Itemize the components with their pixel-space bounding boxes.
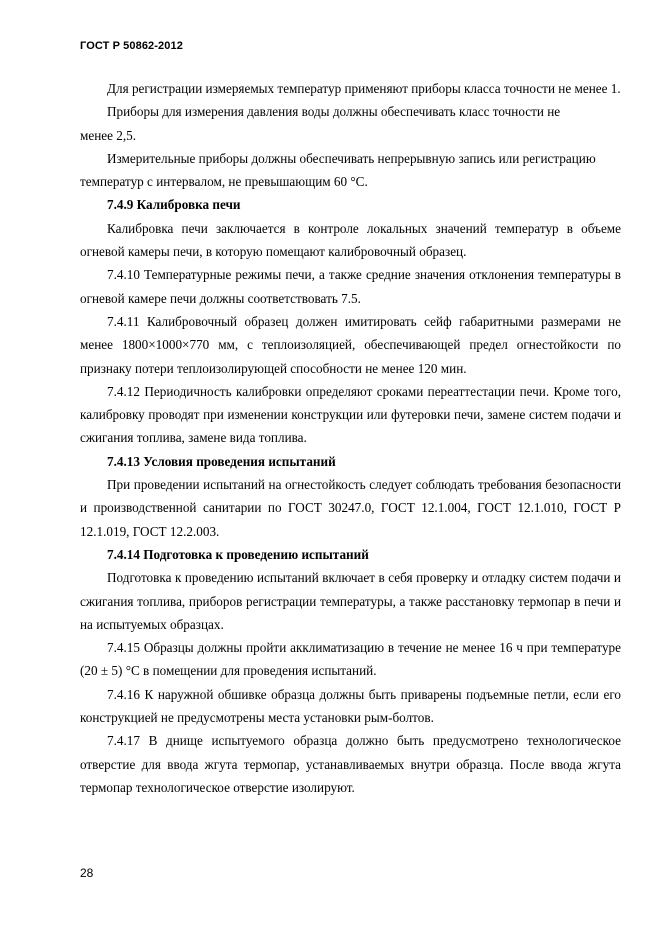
paragraph-recording-instruments: Измерительные приборы должны обеспечивать непрерывную запись или регистрацию температур с интервалом, не превышающим 60 °С. — [80, 150, 596, 190]
paragraph-pressure-class-value: менее 2,5. — [80, 127, 137, 143]
section-heading-7-4-14: 7.4.14 Подготовка к проведению испытаний — [107, 546, 369, 562]
paragraph-instruments-class: Для регистрации измеряемых температур применяют приборы класса точности не менее 1. — [107, 81, 621, 96]
paragraph-pressure-instruments: Приборы для измерения давления воды должны обеспечивать класс точности не — [107, 104, 561, 120]
paragraph-7-4-16: 7.4.16 К наружной обшивке образца должны быть приварены подъемные петли, если его конструкцией не предусмотрены места установки рым-болтов. — [80, 686, 621, 726]
standard-code-header: ГОСТ Р 50862-2012 — [80, 40, 183, 52]
paragraph-calibration: Калибровка печи заключается в контроле локальных значений температур в объеме огневой камеры печи, в которую помещают калибровочный образец. — [80, 220, 621, 260]
paragraph-preparation: Подготовка к проведению испытаний включает в себя проверку и отладку систем подачи и сжигания топлива, приборов регистрации температуры, а также расстановку термопар в печи и на испытуемых образцах. — [80, 570, 621, 632]
document-body — [80, 77, 621, 799]
paragraph-safety-requirements: При проведении испытаний на огнестойкость следует соблюдать требования безопасности и производственной санитарии по ГОСТ 30247.0, ГОСТ 12.1.004, ГОСТ 12.1.010, ГОСТ Р 12.1.019, ГОСТ 12.2.003. — [80, 477, 621, 539]
paragraph-7-4-10: 7.4.10 Температурные режимы печи, а также средние значения отклонения температуры в огневой камере печи должны соответствовать 7.5. — [80, 267, 621, 306]
section-heading-7-4-13: 7.4.13 Условия проведения испытаний — [107, 453, 336, 469]
section-heading-7-4-9: 7.4.9 Калибровка печи — [107, 197, 241, 213]
paragraph-7-4-11: 7.4.11 Калибровочный образец должен имитировать сейф габаритными размерами не менее 1800×1000×770 мм, с теплоизоляцией, обеспечивающей предел огнестойкости по признаку потери теплоизолирующей способности не менее 120 мин. — [80, 313, 621, 376]
page-number: 28 — [80, 866, 94, 880]
paragraph-7-4-15: 7.4.15 Образцы должны пройти акклиматизацию в течение не менее 16 ч при температуре (20 ± 5) °С в помещении для проведения испытаний. — [80, 640, 621, 679]
paragraph-7-4-12: 7.4.12 Периодичность калибровки определяют сроками переаттестации печи. Кроме того, калибровку проводят при изменении конструкции или футеровки печи, замене систем подачи и сжигания топлива, замене вида топлива. — [80, 383, 621, 446]
paragraph-7-4-17: 7.4.17 В днище испытуемого образца должно быть предусмотрено технологическое отверстие для ввода жгута термопар, устанавливаемых внутри образца. После ввода жгута термопар технологическое отверстие изолируют. — [80, 733, 621, 795]
